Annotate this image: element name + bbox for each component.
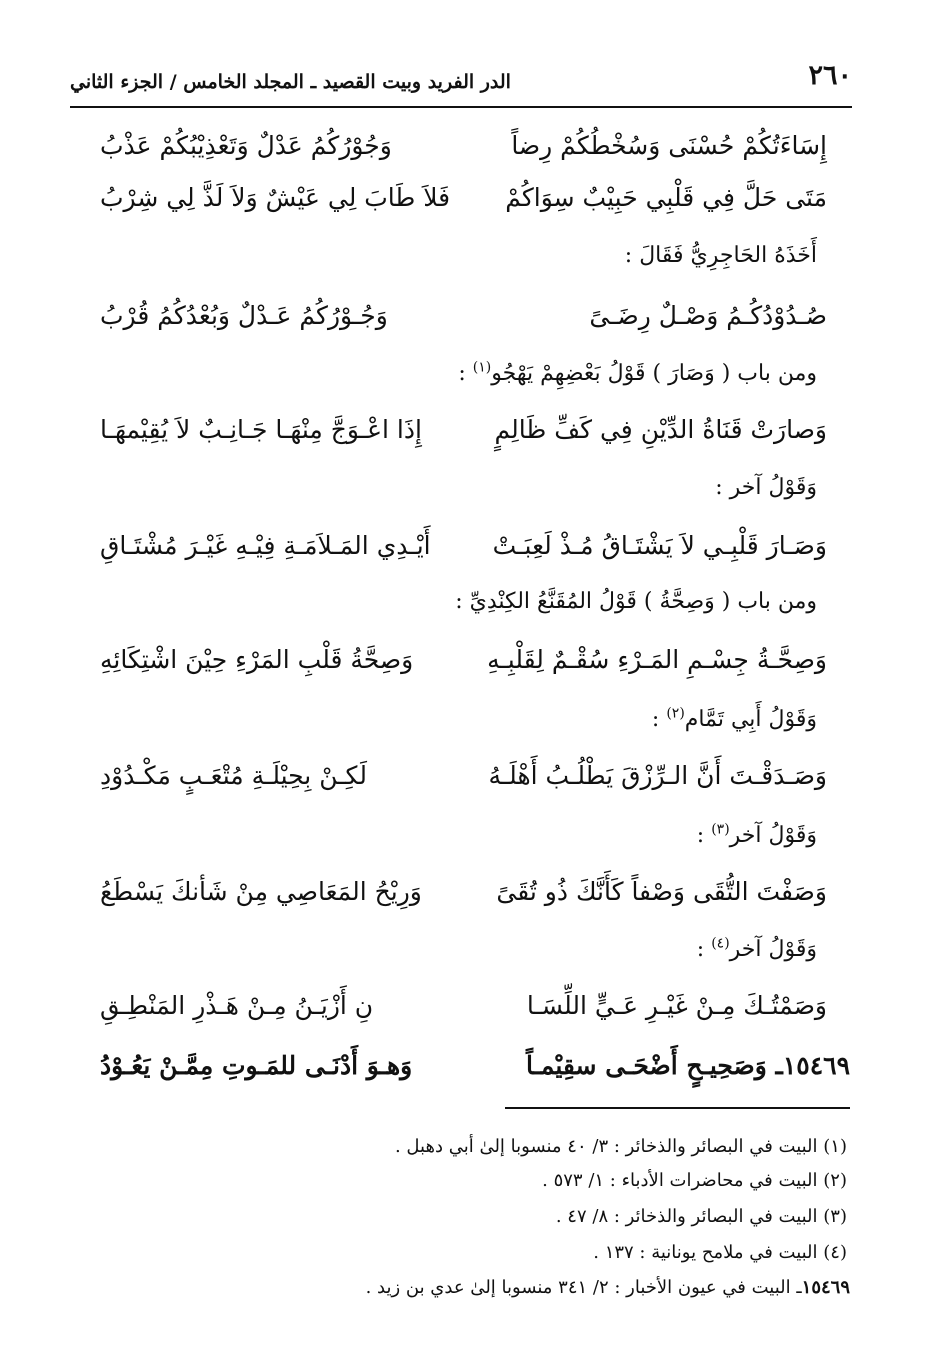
- verse-first-hemistich: وَصَـدَقْـتَ أَنَّ الـرِّزْقَ يَطْلُـبُ أَهْلَـهُ: [488, 761, 827, 790]
- footnote-ref: (٢): [666, 705, 685, 722]
- footnote-ref: (١): [472, 359, 492, 376]
- verse-second-hemistich: نِ أَزْيَـنُ مِـنْ هَـذْرِ المَنْطِـقِ: [100, 991, 374, 1020]
- verse: [90, 520, 827, 572]
- verse-intro: [90, 814, 817, 858]
- intro-colon: :: [458, 361, 473, 386]
- verse-second-hemistich: وَجُـوْرُكُمُ عَـدْلٌ وَبُعْدُكُمُ قُرْبُ: [100, 301, 388, 330]
- footnote-ref: (٤): [711, 935, 730, 952]
- verse: [90, 404, 827, 456]
- page-number: ٢٦٠: [808, 60, 852, 91]
- verse-first-hemistich: وَصَفْتَ التُّقَى وَصْفاً كَأَنَّكَ ذُو تُقَىً: [496, 877, 827, 906]
- intro-text: وَقَوْلُ آخر: [729, 823, 817, 848]
- verse-second-hemistich: فَلاَ طَابَ لِي عَيْشٌ وَلاَ لَذَّ لِي شِرْبُ: [100, 183, 451, 212]
- footnote-text: ـ البيت في عيون الأخبار : ٢/ ٣٤١ منسوبا إلىٰ عدي بن زيد .: [365, 1277, 802, 1298]
- footnote: [60, 1272, 850, 1304]
- verse: [90, 120, 827, 172]
- footnote-text: البيت في ملامح يونانية : ١٣٧ .: [593, 1242, 824, 1263]
- verse: [90, 172, 827, 224]
- verse-intro: أَخَذَهُ الحَاجِرِيُّ فَقَالَ :: [624, 243, 817, 268]
- verse-first-hemistich: [526, 1040, 850, 1092]
- footnote-number: (٢): [823, 1170, 847, 1191]
- verse-number: ١٥٤٦٩: [782, 1051, 850, 1080]
- verse: [90, 750, 827, 802]
- verse-intro: [90, 352, 817, 396]
- verse-second-hemistich: أَيْـدِي المَـلاَمَـةِ فِيْـهِ غَيْـرَ مُشْتَـاقِ: [100, 531, 431, 560]
- footnote: [60, 1201, 847, 1233]
- running-title: الدر الفريد وبيت القصيد ـ المجلد الخامس / الجزء الثاني: [70, 71, 511, 93]
- footnote-number: (١): [823, 1136, 847, 1157]
- numbered-verse: [90, 1040, 850, 1092]
- footnote: [60, 1131, 847, 1163]
- intro-colon: :: [696, 937, 712, 962]
- footnote-number: (٣): [823, 1206, 847, 1227]
- page-header: [70, 62, 852, 108]
- footnote-divider: [505, 1107, 850, 1109]
- verse: [90, 290, 827, 342]
- footnote-text: البيت في البصائر والذخائر : ٣/ ٤٠ منسوبا إلىٰ أبي دهبل .: [394, 1136, 824, 1157]
- footnote: [60, 1165, 847, 1197]
- intro-colon: :: [651, 707, 667, 732]
- footnote-text: البيت في محاضرات الأدباء : ١/ ٥٧٣ .: [542, 1170, 824, 1191]
- footnote-number: (٤): [823, 1242, 847, 1263]
- verse: [90, 980, 827, 1032]
- verse-first-hemistich: وَصَمْتُـكَ مِـنْ غَيْـرِ عَـيٍّ اللِّسَـا: [526, 991, 827, 1020]
- verse-first-hemistich: مَتَى حَلَّ فِي قَلْبِي حَبِيْبٌ سِوَاكُمْ: [505, 183, 827, 212]
- verse-second-hemistich: وَهـوَ أَدْنَـى للمَـوتِ مِمَّـنْ يَعُـوْدُ: [100, 1051, 413, 1080]
- verse-first-hemistich: وَصِحَّـةُ جِسْـمِ المَـرْءِ سُقْـمٌ لِقَلْبِـهِ: [487, 645, 827, 674]
- footnote-ref: (٣): [711, 821, 730, 838]
- verse-intro: وَقَوْلُ آخر :: [715, 475, 817, 500]
- verse-second-hemistich: وَرِيْحُ المَعَاصِي مِنْ شَأنكَ يَسْطَعُ: [100, 877, 422, 906]
- intro-text: وَقَوْلُ آخر: [729, 937, 817, 962]
- intro-text: وَقَوْلُ أَبِي تَمَّام: [684, 707, 817, 732]
- footnote: [60, 1237, 847, 1269]
- verse-second-hemistich: لَكِـنْ بِحِيْلَـةِ مُتْعَـبٍ مَكْـدُوْدِ: [100, 761, 367, 790]
- verse-first-hemistich-text: ـ وَصَحِيـحٍ أَضْحَـى سقِيْمـاً: [525, 1051, 783, 1080]
- verse-second-hemistich: إِذَا اعْـوَجَّ مِنْهَـا جَـانِـبٌ لاَ يُقِيْمهَـا: [100, 415, 422, 444]
- verse-second-hemistich: وَجُوْرُكُمُ عَدْلٌ وَتَعْذِيْبُكُمْ عَذْبُ: [100, 131, 392, 160]
- verse: [90, 634, 827, 686]
- verse-first-hemistich: إِسَاءَتُكُمْ حُسْنَى وَسُخْطُكُمْ رِضاً: [511, 131, 827, 160]
- verse-first-hemistich: وَصَـارَ قَلْبِـي لاَ يَشْتَـاقُ مُـذْ لَعِبَـتْ: [492, 531, 827, 560]
- intro-colon: :: [696, 823, 712, 848]
- footnote-number: ١٥٤٦٩: [801, 1277, 850, 1298]
- verse-intro: [90, 698, 817, 742]
- verse-intro: [90, 928, 817, 972]
- verse-first-hemistich: صُـدُوْدُكُـمُ وَصْـلٌ رِضَـىً: [589, 301, 827, 330]
- verse-second-hemistich: وَصِحَّةُ قَلْبِ المَرْءِ حِيْنَ اشْتِكَائِهِ: [100, 645, 414, 674]
- verse-first-hemistich: وَصارَتْ قَنَاةُ الدِّيْنِ فِي كَفِّ ظَالِمٍ: [494, 415, 827, 444]
- verse-intro: ومن باب ( وَصِحَّةُ ) قَوْلُ المُقَنَّعُ الكِنْدِيِّ :: [455, 589, 817, 614]
- intro-text: ومن باب ( وَصَارَ ) قَوْلُ بَعْضِهِمْ يَهْجُو: [491, 361, 817, 386]
- footnote-text: البيت في البصائر والذخائر : ٨/ ٤٧ .: [555, 1206, 824, 1227]
- verse: [90, 866, 827, 918]
